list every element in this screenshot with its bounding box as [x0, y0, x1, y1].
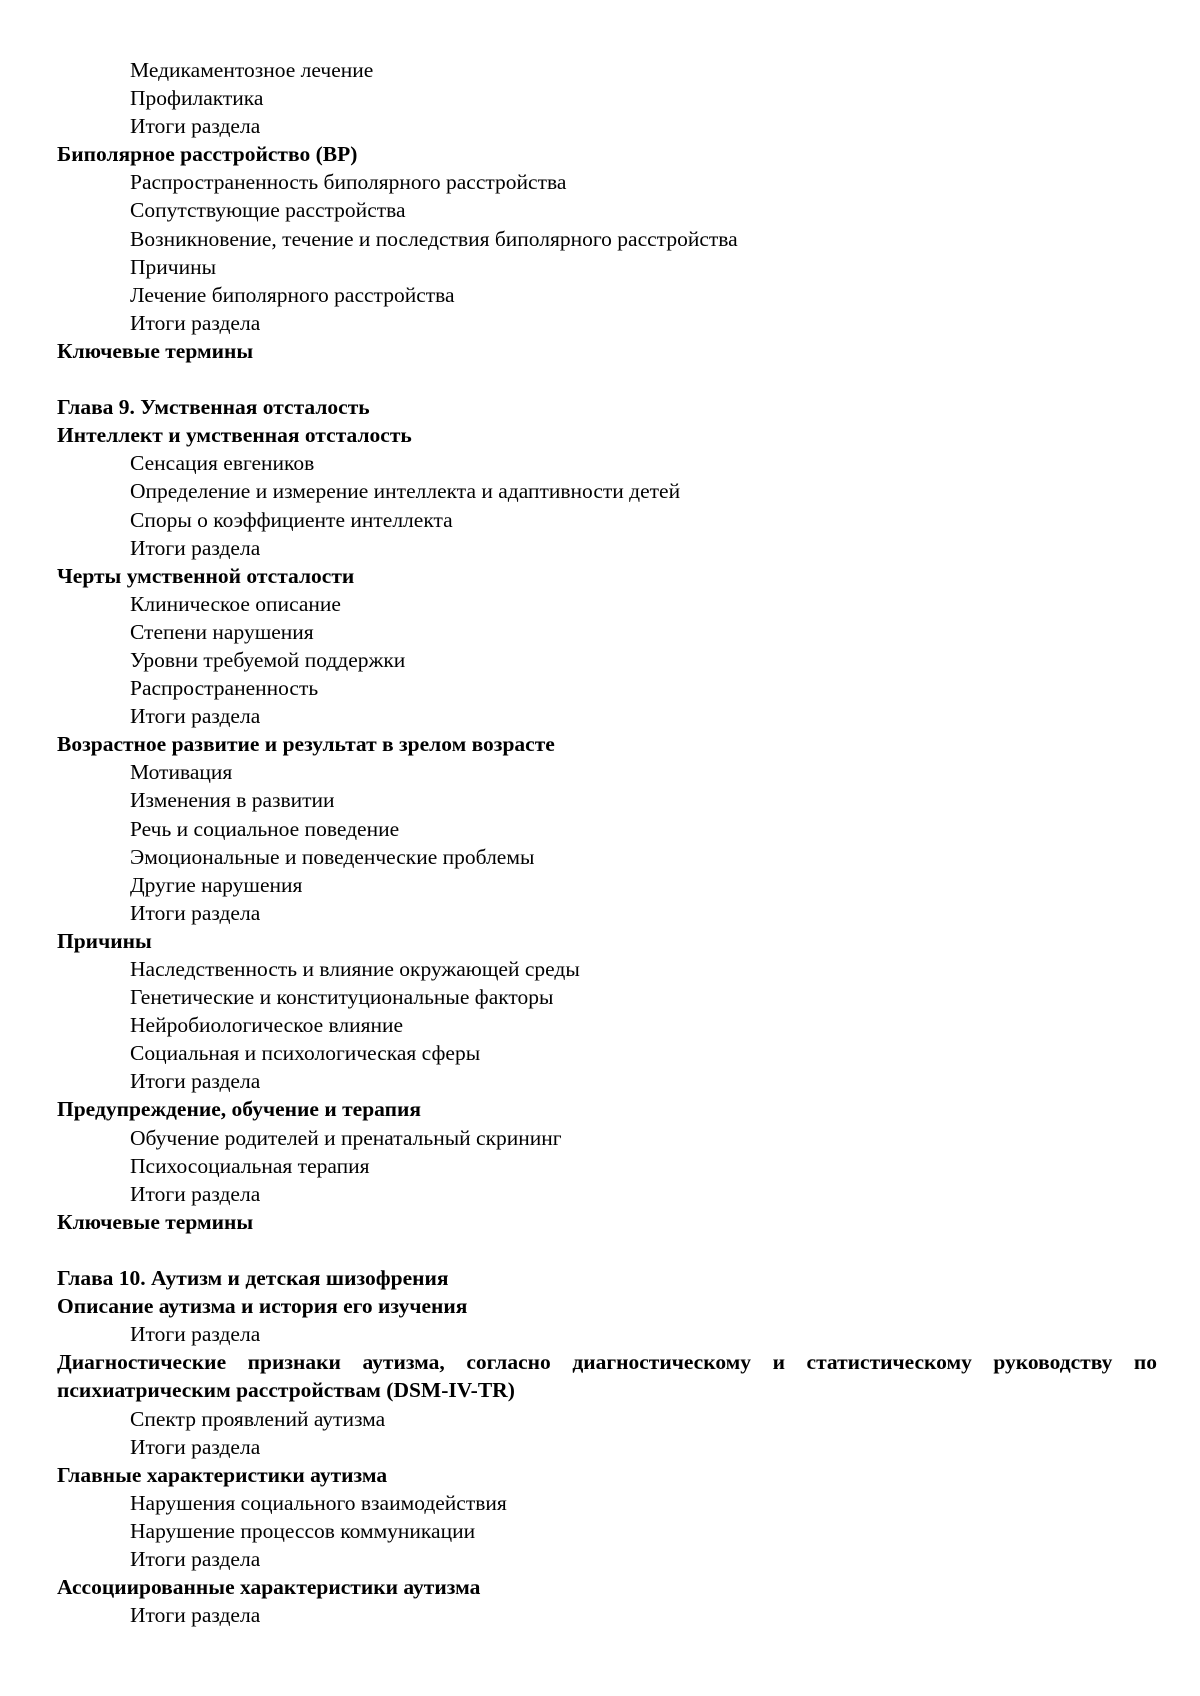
toc-subentry: Спектр проявлений аутизма	[130, 1406, 386, 1431]
toc-subentry: Итоги раздела	[130, 1546, 261, 1571]
toc-subentry: Итоги раздела	[130, 704, 261, 729]
toc-subentry: Распространенность	[130, 676, 319, 701]
toc-subentry: Нейробиологическое влияние	[130, 1013, 404, 1038]
toc-subentry: Итоги раздела	[130, 310, 261, 335]
toc-subentry: Определение и измерение интеллекта и адаптивности детей	[130, 479, 681, 504]
toc-subentry: Возникновение, течение и последствия биполярного расстройства	[130, 226, 738, 251]
toc-section-heading: Черты умственной отсталости	[57, 563, 355, 588]
toc-subentry: Распространенность биполярного расстройства	[130, 170, 567, 195]
toc-subentry: Итоги раздела	[130, 1322, 261, 1347]
toc-subentry: Степени нарушения	[130, 619, 314, 644]
toc-subentry: Лечение биполярного расстройства	[130, 282, 455, 307]
toc-section-heading: Диагностические признаки аутизма, согласно диагностическому и статистическому руководству по психиатрическим расстройствам (DSM-IV-TR)	[57, 1350, 1157, 1403]
toc-section-heading: Возрастное развитие и результат в зрелом возрасте	[57, 732, 555, 757]
toc-subentry: Итоги раздела	[130, 1434, 261, 1459]
toc-subentry: Эмоциональные и поведенческие проблемы	[130, 844, 535, 869]
toc-subentry: Клиническое описание	[130, 591, 341, 616]
toc-subentry: Медикаментозное лечение	[130, 58, 374, 82]
spacer	[57, 365, 1157, 393]
toc-subentry: Генетические и конституциональные факторы	[130, 985, 554, 1010]
toc-section-heading: Главные характеристики аутизма	[57, 1462, 388, 1487]
toc-subentry: Итоги раздела	[130, 900, 261, 925]
toc-subentry: Споры о коэффициенте интеллекта	[130, 507, 453, 532]
toc-subentry: Мотивация	[130, 760, 233, 785]
toc-section-heading: Предупреждение, обучение и терапия	[57, 1097, 422, 1122]
toc-section-heading: Интеллект и умственная отсталость	[57, 423, 412, 448]
spacer	[57, 1236, 1157, 1264]
toc-subentry: Нарушения социального взаимодействия	[130, 1490, 507, 1515]
toc-section-heading: Биполярное расстройство (BP)	[57, 142, 358, 167]
toc-subentry: Итоги раздела	[130, 1603, 261, 1628]
toc-section-heading: Ассоциированные характеристики аутизма	[57, 1575, 481, 1600]
toc-subentry: Наследственность и влияние окружающей среды	[130, 957, 580, 981]
toc-section-heading: Причины	[57, 928, 152, 953]
toc-subentry: Профилактика	[130, 86, 264, 111]
toc-subentry: Итоги раздела	[130, 114, 261, 139]
toc-subentry: Уровни требуемой поддержки	[130, 647, 406, 672]
toc-subentry: Нарушение процессов коммуникации	[130, 1518, 476, 1543]
toc-subentry: Итоги раздела	[130, 1181, 261, 1206]
table-of-contents	[57, 56, 1157, 1629]
toc-section-heading: Описание аутизма и история его изучения	[57, 1294, 468, 1319]
toc-subentry: Речь и социальное поведение	[130, 816, 400, 841]
toc-subentry: Обучение родителей и пренатальный скрининг	[130, 1125, 562, 1150]
toc-subentry: Сопутствующие расстройства	[130, 198, 406, 223]
toc-subentry: Итоги раздела	[130, 535, 261, 560]
toc-subentry: Причины	[130, 254, 217, 279]
toc-subentry: Изменения в развитии	[130, 788, 335, 813]
toc-section-heading: Ключевые термины	[57, 338, 254, 363]
toc-subentry: Итоги раздела	[130, 1069, 261, 1094]
toc-subentry: Другие нарушения	[130, 872, 303, 897]
toc-section-heading: Ключевые термины	[57, 1209, 254, 1234]
toc-chapter-heading: Глава 10. Аутизм и детская шизофрения	[57, 1266, 449, 1291]
toc-subentry: Социальная и психологическая сферы	[130, 1041, 481, 1066]
toc-subentry: Психосоциальная терапия	[130, 1153, 370, 1178]
toc-subentry: Сенсация евгеников	[130, 451, 315, 476]
toc-chapter-heading: Глава 9. Умственная отсталость	[57, 395, 370, 420]
